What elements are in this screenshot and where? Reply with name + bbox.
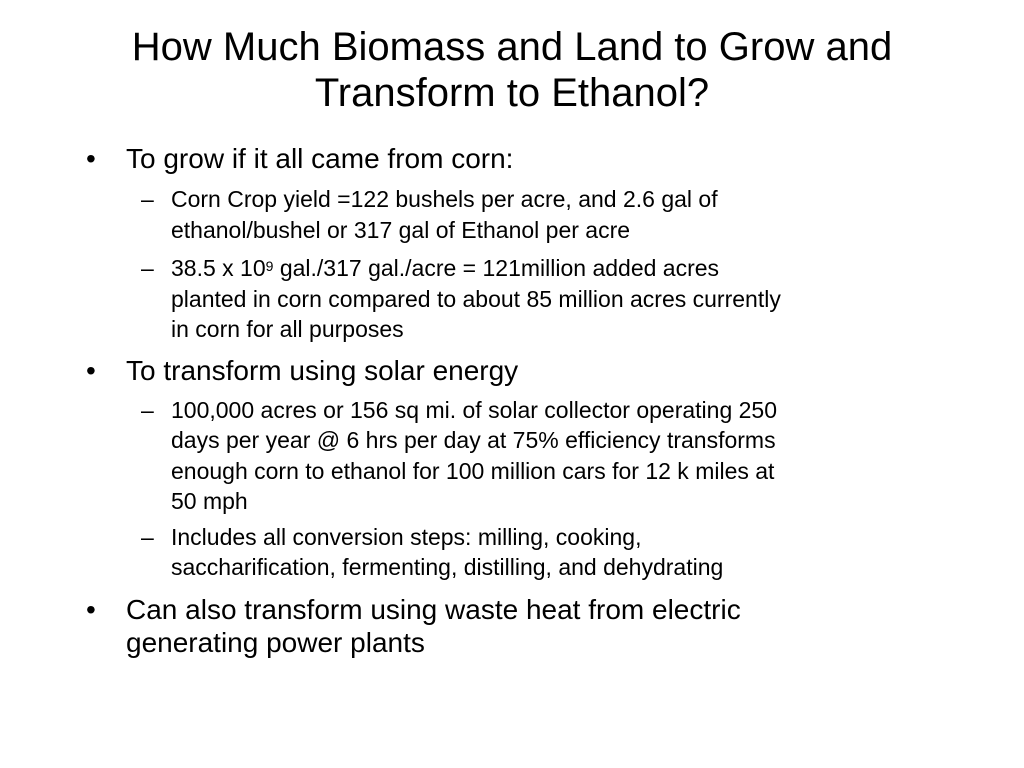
slide-title bbox=[40, 24, 984, 116]
bullet-mark: • bbox=[86, 593, 96, 625]
sub-bullet-line: enough corn to ethanol for 100 million cars for 12 k miles at bbox=[171, 457, 775, 484]
dash-mark: – bbox=[141, 523, 154, 550]
sub-bullet-line: ethanol/bushel or 317 gal of Ethanol per acre bbox=[171, 216, 631, 243]
dash-mark: – bbox=[141, 396, 154, 423]
sub-bullet-solar-collector bbox=[126, 395, 946, 517]
bullet-text: To transform using solar energy bbox=[126, 354, 519, 386]
sub-bullet-line: saccharification, fermenting, distilling, and dehydrating bbox=[171, 554, 724, 580]
bullet-waste-heat bbox=[86, 593, 946, 659]
sub-bullet-added-acres bbox=[126, 253, 946, 345]
bullet-mark: • bbox=[86, 143, 96, 174]
sub-bullet-line: days per year @ 6 hrs per day at 75% efficiency transforms bbox=[171, 427, 776, 453]
sub-bullet-line: Corn Crop yield =122 bushels per acre, and 2.6 gal of bbox=[171, 186, 718, 212]
sub-bullet-line bbox=[171, 253, 946, 284]
sub-bullet-corn-yield bbox=[126, 184, 946, 245]
bullet-line: generating power plants bbox=[126, 626, 425, 658]
bullet-line: Can also transform using waste heat from electric bbox=[126, 593, 741, 625]
sub-bullet-line: in corn for all purposes bbox=[171, 316, 404, 342]
formula-exponent: 9 bbox=[265, 258, 274, 274]
sub-bullet-line: planted in corn compared to about 85 million acres currently bbox=[171, 285, 781, 312]
dash-mark: – bbox=[141, 186, 154, 212]
dash-mark: – bbox=[141, 255, 154, 281]
formula-rest: gal./317 gal./acre = 121million added acres bbox=[273, 255, 720, 281]
bullet-solar-energy bbox=[86, 354, 946, 387]
title-line-1: How Much Biomass and Land to Grow and bbox=[131, 25, 893, 69]
slide-content bbox=[86, 142, 946, 659]
sub-bullet-line: Includes all conversion steps: milling, cooking, bbox=[171, 523, 642, 550]
title-line-2: Transform to Ethanol? bbox=[314, 71, 710, 115]
formula-base: 38.5 x 10 bbox=[171, 255, 266, 281]
bullet-grow-corn bbox=[86, 142, 946, 175]
sub-bullet-conversion-steps bbox=[126, 522, 946, 583]
sub-bullet-line: 50 mph bbox=[171, 488, 248, 514]
sub-bullet-line: 100,000 acres or 156 sq mi. of solar collector operating 250 bbox=[171, 396, 778, 423]
bullet-mark: • bbox=[86, 354, 96, 386]
bullet-text: To grow if it all came from corn: bbox=[126, 143, 514, 174]
